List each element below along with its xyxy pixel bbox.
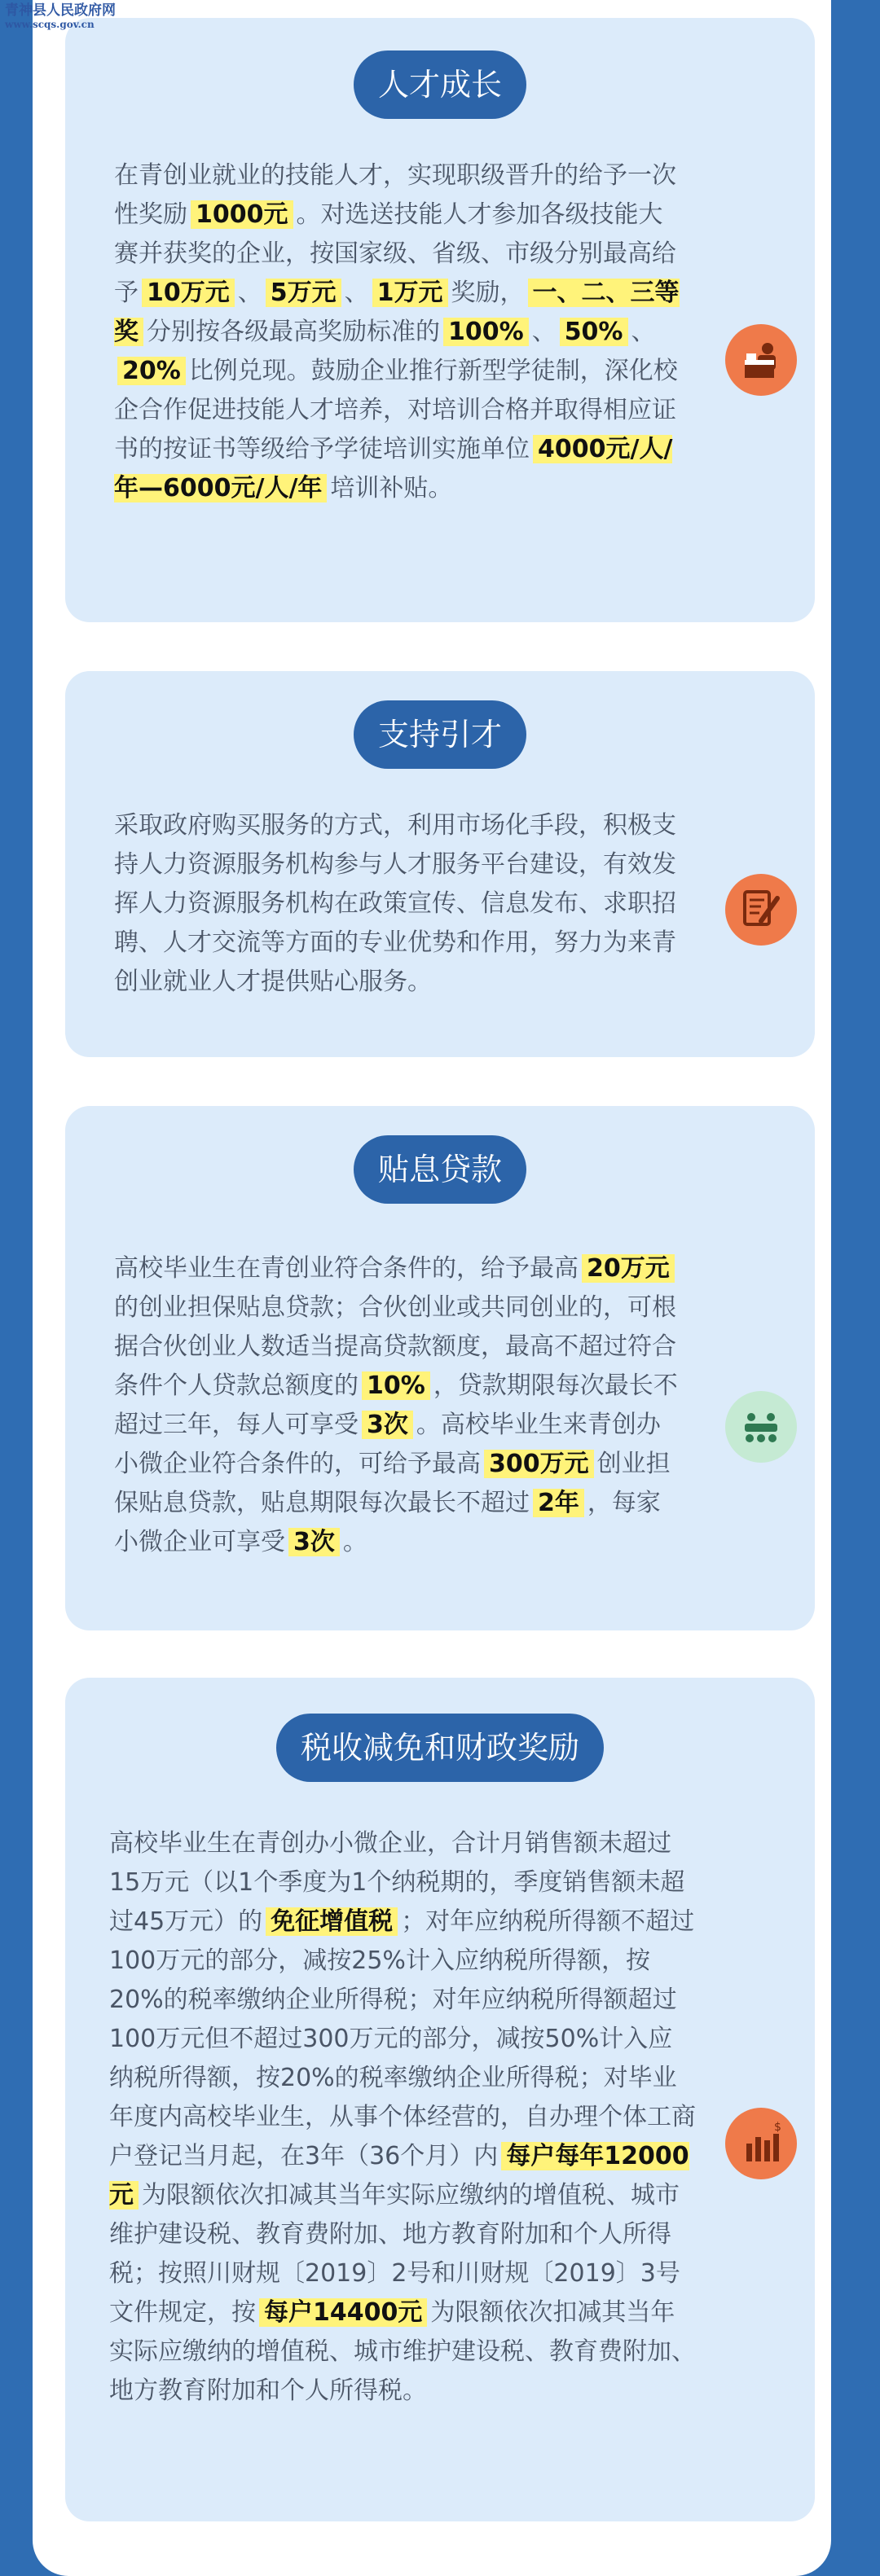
svg-text:$: $: [774, 2121, 781, 2134]
bar-chart-dollar-icon-svg: [725, 2108, 797, 2179]
highlight-value: 每户每年12000元: [109, 2142, 689, 2210]
card-talent-growth: [65, 18, 815, 622]
document-edit-icon: [725, 874, 797, 946]
highlight-value: 4000元/人/年—6000元/人/年: [114, 435, 673, 502]
section-body: [114, 1249, 681, 1562]
card-loan-subsidy: [65, 1106, 815, 1630]
section-body: [114, 806, 681, 1002]
body-text: 创业担保贴息贷款，贴息期限每次最长不超过: [114, 1450, 671, 1517]
section-title: 税收减免和财政奖励: [276, 1714, 604, 1782]
body-text: 为限额依次扣减其当年实际应缴纳的增值税、城市维护建设税、教育费附加、地方教育附加和个人所得税；按照川财规〔2019〕2号和川财规〔2019〕3号文件规定，按: [109, 2181, 680, 2327]
highlight-value: 10万元: [142, 279, 235, 307]
highlight-value: 100%: [443, 318, 529, 346]
highlight-value: 3次: [288, 1528, 340, 1556]
highlight-value: 1万元: [372, 279, 448, 307]
body-text: 、: [237, 279, 262, 307]
body-text: 、: [344, 279, 369, 307]
watermark-url: www.scqs.gov.cn: [5, 18, 95, 30]
section-body: [109, 1824, 696, 2411]
team-meeting-icon-svg: [725, 1391, 797, 1463]
worker-desk-icon: [725, 324, 797, 396]
highlight-value: 300万元: [484, 1450, 594, 1478]
watermark-name: 青神县人民政府网: [5, 2, 116, 19]
bar-chart-dollar-icon: [725, 2108, 797, 2179]
section-title: 人才成长: [354, 50, 526, 119]
highlight-value: 免征增值税: [266, 1907, 398, 1936]
body-text: 高校毕业生在青创业符合条件的，给予最高: [114, 1254, 579, 1283]
highlight-value: 10%: [362, 1371, 430, 1400]
highlight-value: 每户14400元: [259, 2298, 427, 2327]
body-text: 奖励，: [451, 279, 525, 307]
body-text: 、: [631, 318, 656, 346]
worker-desk-icon-svg: [725, 324, 797, 396]
body-text: 分别按各级最高奖励标准的: [147, 318, 440, 346]
section-title: 贴息贷款: [354, 1135, 526, 1204]
body-text: 培训补贴。: [330, 474, 453, 502]
card-talent-recruit: [65, 671, 815, 1057]
highlight-value: 20万元: [582, 1254, 675, 1283]
body-text: 。对选送技能人才参加各级技能大赛并获奖的企业，按国家级、省级、市级分别最高给予: [114, 200, 676, 307]
highlight-value: 一、二、三等奖: [114, 279, 680, 346]
highlight-value: 5万元: [266, 279, 341, 307]
section-body: [114, 156, 681, 508]
team-meeting-icon: [725, 1391, 797, 1463]
body-text: 。: [342, 1528, 367, 1556]
document-edit-icon-svg: [725, 874, 797, 946]
site-watermark: [5, 3, 116, 30]
highlight-value: 3次: [362, 1411, 413, 1439]
body-text: ；对年应纳税所得额不超过100万元的部分，减按25%计入应纳税所得额，按20%的税率缴纳企业所得税；对年应纳税所得额超过100万元但不超过300万元的部分，减按50%计入应纳税所得额，按20%的税率缴纳企业所得税；对毕业年度内高校毕业生，从事个体经营的，自办理个体工商户登记当月起，在3年（36个月）内: [109, 1907, 696, 2170]
card-tax-reduction: [65, 1678, 815, 2521]
highlight-value: 50%: [560, 318, 628, 346]
body-text: 在青创业就业的技能人才，实现职级晋升的给予一次性奖励: [114, 161, 676, 229]
highlight-value: 20%: [117, 357, 186, 385]
body-text: ，每家小微企业可享受: [114, 1489, 661, 1556]
body-text: 比例兑现。鼓励企业推行新型学徒制，深化校企合作促进技能人才培养，对培训合格并取得相应证书的按证书等级给予学徒培训实施单位: [114, 357, 678, 463]
body-text: 为限额依次扣减其当年实际应缴纳的增值税、城市维护建设税、教育费附加、地方教育附加和个人所得税。: [109, 2298, 696, 2405]
body-text: 高校毕业生在青创办小微企业，合计月销售额未超过15万元（以1个季度为1个纳税期的，季度销售额未超过45万元）的: [109, 1829, 685, 1936]
body-text: 、: [531, 318, 557, 346]
body-text: 采取政府购买服务的方式，利用市场化手段，积极支持人力资源服务机构参与人才服务平台建设，有效发挥人力资源服务机构在政策宣传、信息发布、求职招聘、人才交流等方面的专业优势和作用，努力为来青创业就业人才提供贴心服务。: [114, 811, 676, 996]
highlight-value: 1000元: [191, 200, 293, 229]
section-title: 支持引才: [354, 700, 526, 769]
body-text: ，贷款期限每次最长不超过三年，每人可享受: [114, 1371, 678, 1439]
body-text: 。高校毕业生来青创办小微企业符合条件的，可给予最高: [114, 1411, 661, 1478]
highlight-value: 2年: [533, 1489, 584, 1517]
body-text: 的创业担保贴息贷款；合伙创业或共同创业的，可根据合伙创业人数适当提高贷款额度，最高不超过符合条件个人贷款总额度的: [114, 1293, 676, 1400]
